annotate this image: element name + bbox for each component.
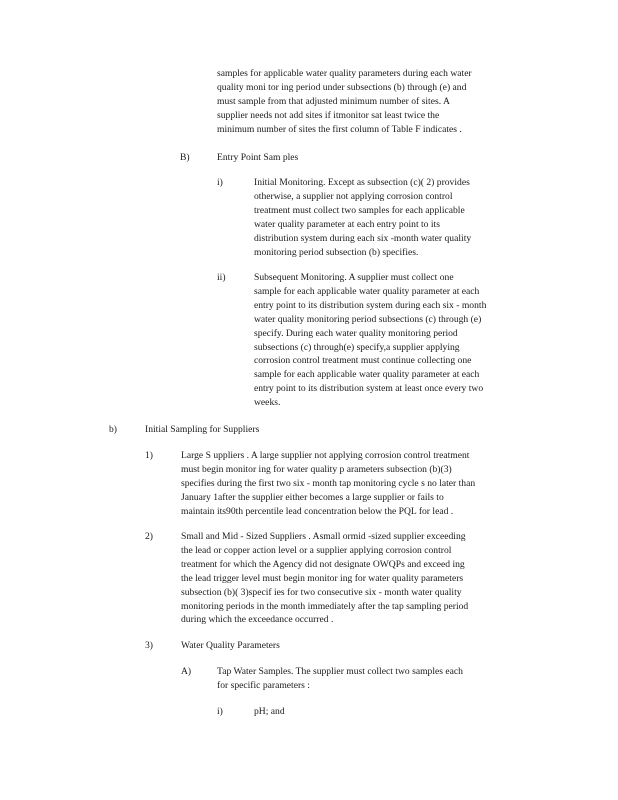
text-line: otherwise, a supplier not applying corrosion control: [254, 190, 453, 202]
text-line: monitoring period subsection (b) specifies.: [254, 246, 419, 258]
text-line: water quality monitoring period subsections (c) through (e): [254, 313, 482, 325]
initial-monitoring-paragraph: [254, 176, 520, 259]
subsequent-monitoring-paragraph: [254, 271, 539, 410]
text-line: the lead or copper action level or a supplier applying corrosion control: [181, 544, 452, 556]
text-line: Tap Water Samples. The supplier must collect two samples each: [217, 666, 463, 677]
text-line: quality moni tor ing period under subsections (b) through (e) and: [217, 81, 467, 93]
list-item-label: 2): [145, 531, 153, 542]
text-line: corrosion control treatment must continue collecting one: [254, 355, 472, 367]
entry-point-label: B): [180, 152, 190, 163]
text-line: Large S uppliers . A large supplier not applying corrosion control treatment: [181, 450, 470, 461]
text-line: minimum number of sites the first column of Table F indicates .: [217, 123, 462, 135]
text-line: distribution system during each six -month water quality: [254, 232, 472, 244]
text-line: Subsequent Monitoring. A supplier must collect one: [254, 272, 454, 283]
entry-point-heading: Entry Point Sam ples: [217, 152, 299, 163]
text-line: sample for each applicable water quality parameter at each: [254, 369, 480, 381]
text-line: weeks.: [254, 397, 281, 409]
text-line: during which the exceedance occurred .: [181, 614, 334, 626]
list-item-label: 3): [145, 640, 153, 651]
text-line: subsections (c) through(e) specify,a supplier applying: [254, 341, 460, 353]
water-quality-heading: Water Quality Parameters: [181, 640, 280, 651]
text-line: must begin monitor ing for water quality p arameters subsection (b)(3): [181, 463, 452, 475]
text-line: samples for applicable water quality parameters during each water: [217, 68, 472, 79]
text-line: entry point to its distribution system during each six - month: [254, 299, 487, 311]
text-line: January 1after the supplier either becomes a large supplier or fails to: [181, 491, 444, 503]
text-line: entry point to its distribution system at least once every two: [254, 383, 484, 395]
text-line: must sample from that adjusted minimum number of sites. A: [217, 95, 450, 107]
text-line: sample for each applicable water quality parameter at each: [254, 285, 480, 297]
sub-item-label: A): [181, 666, 192, 677]
small-mid-suppliers-paragraph: [181, 530, 537, 627]
text-line: water quality parameter at each entry point to its: [254, 218, 440, 230]
entry-item-label: ii): [217, 272, 226, 283]
section-b-label: b): [109, 424, 117, 435]
large-suppliers-paragraph: [181, 449, 537, 519]
text-line: the lead trigger level must begin monitor ing for water quality parameters: [181, 572, 464, 584]
text-line: treatment for which the Agency did not designate OWQPs and exceed ing: [181, 558, 465, 570]
text-line: Initial Monitoring. Except as subsection (c)( 2) provides: [254, 177, 470, 188]
text-line: specify. During each water quality monitoring period: [254, 327, 458, 339]
text-line: monitoring periods in the month immediately after the tap sampling period: [181, 600, 469, 612]
text-line: specifies during the first two six - month tap monitoring cycle s no later than: [181, 477, 476, 489]
entry-item-label: i): [217, 177, 223, 188]
section-b-heading: Initial Sampling for Suppliers: [145, 424, 260, 435]
intro-paragraph: [217, 67, 533, 137]
list-item-label: 1): [145, 450, 153, 461]
text-line: supplier needs not add sites if itmonitor sat least twice the: [217, 109, 440, 121]
text-line: treatment must collect two samples for each applicable: [254, 204, 465, 216]
text-line: subsection (b)( 3)specif ies for two consecutive six - month water quality: [181, 586, 462, 598]
text-line: Small and Mid - Sized Suppliers . Asmall ormid -sized supplier exceeding: [181, 531, 466, 542]
ph-item-text: pH; and: [254, 706, 285, 717]
tap-water-paragraph: [217, 665, 521, 693]
sub-item-label: i): [217, 706, 223, 717]
text-line: for specific parameters :: [217, 679, 310, 691]
text-line: maintain its90th percentile lead concentration below the PQL for lead .: [181, 505, 454, 517]
